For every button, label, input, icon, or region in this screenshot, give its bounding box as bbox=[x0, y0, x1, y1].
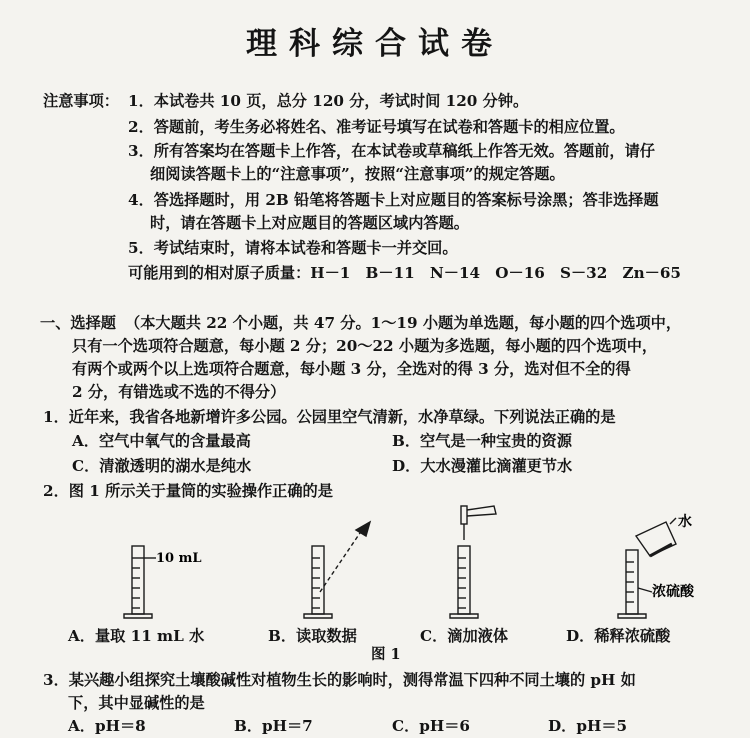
q2-option-d: D．稀释浓硫酸 bbox=[566, 627, 671, 645]
section-heading: 一、选择题 bbox=[40, 314, 116, 332]
notice-item: 2．答题前，考生务必将姓名、准考证号填写在试卷和答题卡的相应位置。 bbox=[128, 118, 625, 136]
cylinder-d-illustration bbox=[618, 518, 676, 618]
q1-option-a: A．空气中氧气的含量最高 bbox=[72, 432, 251, 450]
q2-option-b: B．读取数据 bbox=[268, 627, 357, 645]
section-desc-line: 只有一个选项符合题意，每小题 2 分；20～22 小题为多选题，每小题的四个选项中， bbox=[72, 337, 658, 355]
q3-option-b: B．pH＝7 bbox=[234, 717, 313, 735]
q1-stem: 1．近年来，我省各地新增许多公园。公园里空气清新，水净草绿。下列说法正确的是 bbox=[43, 408, 616, 426]
q1-option-b: B．空气是一种宝贵的资源 bbox=[392, 432, 572, 450]
q3-option-a: A．pH＝8 bbox=[68, 717, 146, 735]
q3-option-c: C．pH＝6 bbox=[392, 717, 470, 735]
q3-option-d: D．pH＝5 bbox=[548, 717, 628, 735]
notice-item: 时，请在答题卡上对应题目的答题区域内答题。 bbox=[150, 214, 469, 232]
q3-stem-line: 下，其中显碱性的是 bbox=[68, 694, 205, 712]
q2-option-a: A．量取 11 mL 水 bbox=[68, 627, 205, 645]
section-desc-line: 2 分，有错选或不选的不得分） bbox=[72, 383, 286, 401]
cylinder-c-illustration bbox=[450, 506, 496, 618]
cylinder-b-illustration bbox=[304, 522, 370, 618]
notice-item: 1．本试卷共 10 页，总分 120 分，考试时间 120 分钟。 bbox=[128, 92, 529, 110]
section-desc-line: （本大题共 22 个小题，共 47 分。1～19 小题为单选题，每小题的四个选项中， bbox=[125, 314, 682, 332]
notice-item: 5．考试结束时，请将本试卷和答题卡一并交回。 bbox=[128, 239, 458, 257]
section-desc-line: 有两个或两个以上选项符合题意，每小题 3 分，全选对的得 3 分，选对但不全的得 bbox=[72, 360, 631, 378]
q1-option-c: C．清澈透明的湖水是纯水 bbox=[72, 457, 252, 475]
cylinder-a-illustration bbox=[124, 546, 156, 618]
figure-caption: 图 1 bbox=[371, 646, 401, 663]
q2-option-c: C．滴加液体 bbox=[420, 627, 509, 645]
q2-stem: 2．图 1 所示关于量筒的实验操作正确的是 bbox=[43, 482, 333, 500]
label-water: 水 bbox=[678, 514, 692, 530]
q1-option-d: D．大水漫灌比滴灌更节水 bbox=[392, 457, 573, 475]
notice-item: 细阅读答题卡上的“注意事项”，按照“注意事项”的规定答题。 bbox=[150, 165, 565, 183]
notice-item: 3．所有答案均在答题卡上作答，在本试卷或草稿纸上作答无效。答题前，请仔 bbox=[128, 142, 655, 160]
label-acid: 浓硫酸 bbox=[652, 584, 694, 600]
notice-label: 注意事项： bbox=[43, 92, 119, 110]
page-title: 理科综合试卷 bbox=[246, 26, 504, 62]
notice-item: 4．答选择题时，用 2B 铅笔将答题卡上对应题目的答案标号涂黑；答非选择题 bbox=[128, 191, 659, 209]
q3-stem-line: 3．某兴趣小组探究土壤酸碱性对植物生长的影响时，测得常温下四种不同土壤的 pH 如 bbox=[43, 671, 636, 689]
atomic-mass-line: 可能用到的相对原子质量：H－1 B－11 N－14 O－16 S－32 Zn－65 bbox=[128, 264, 681, 282]
label-10ml: 10 mL bbox=[156, 551, 202, 566]
